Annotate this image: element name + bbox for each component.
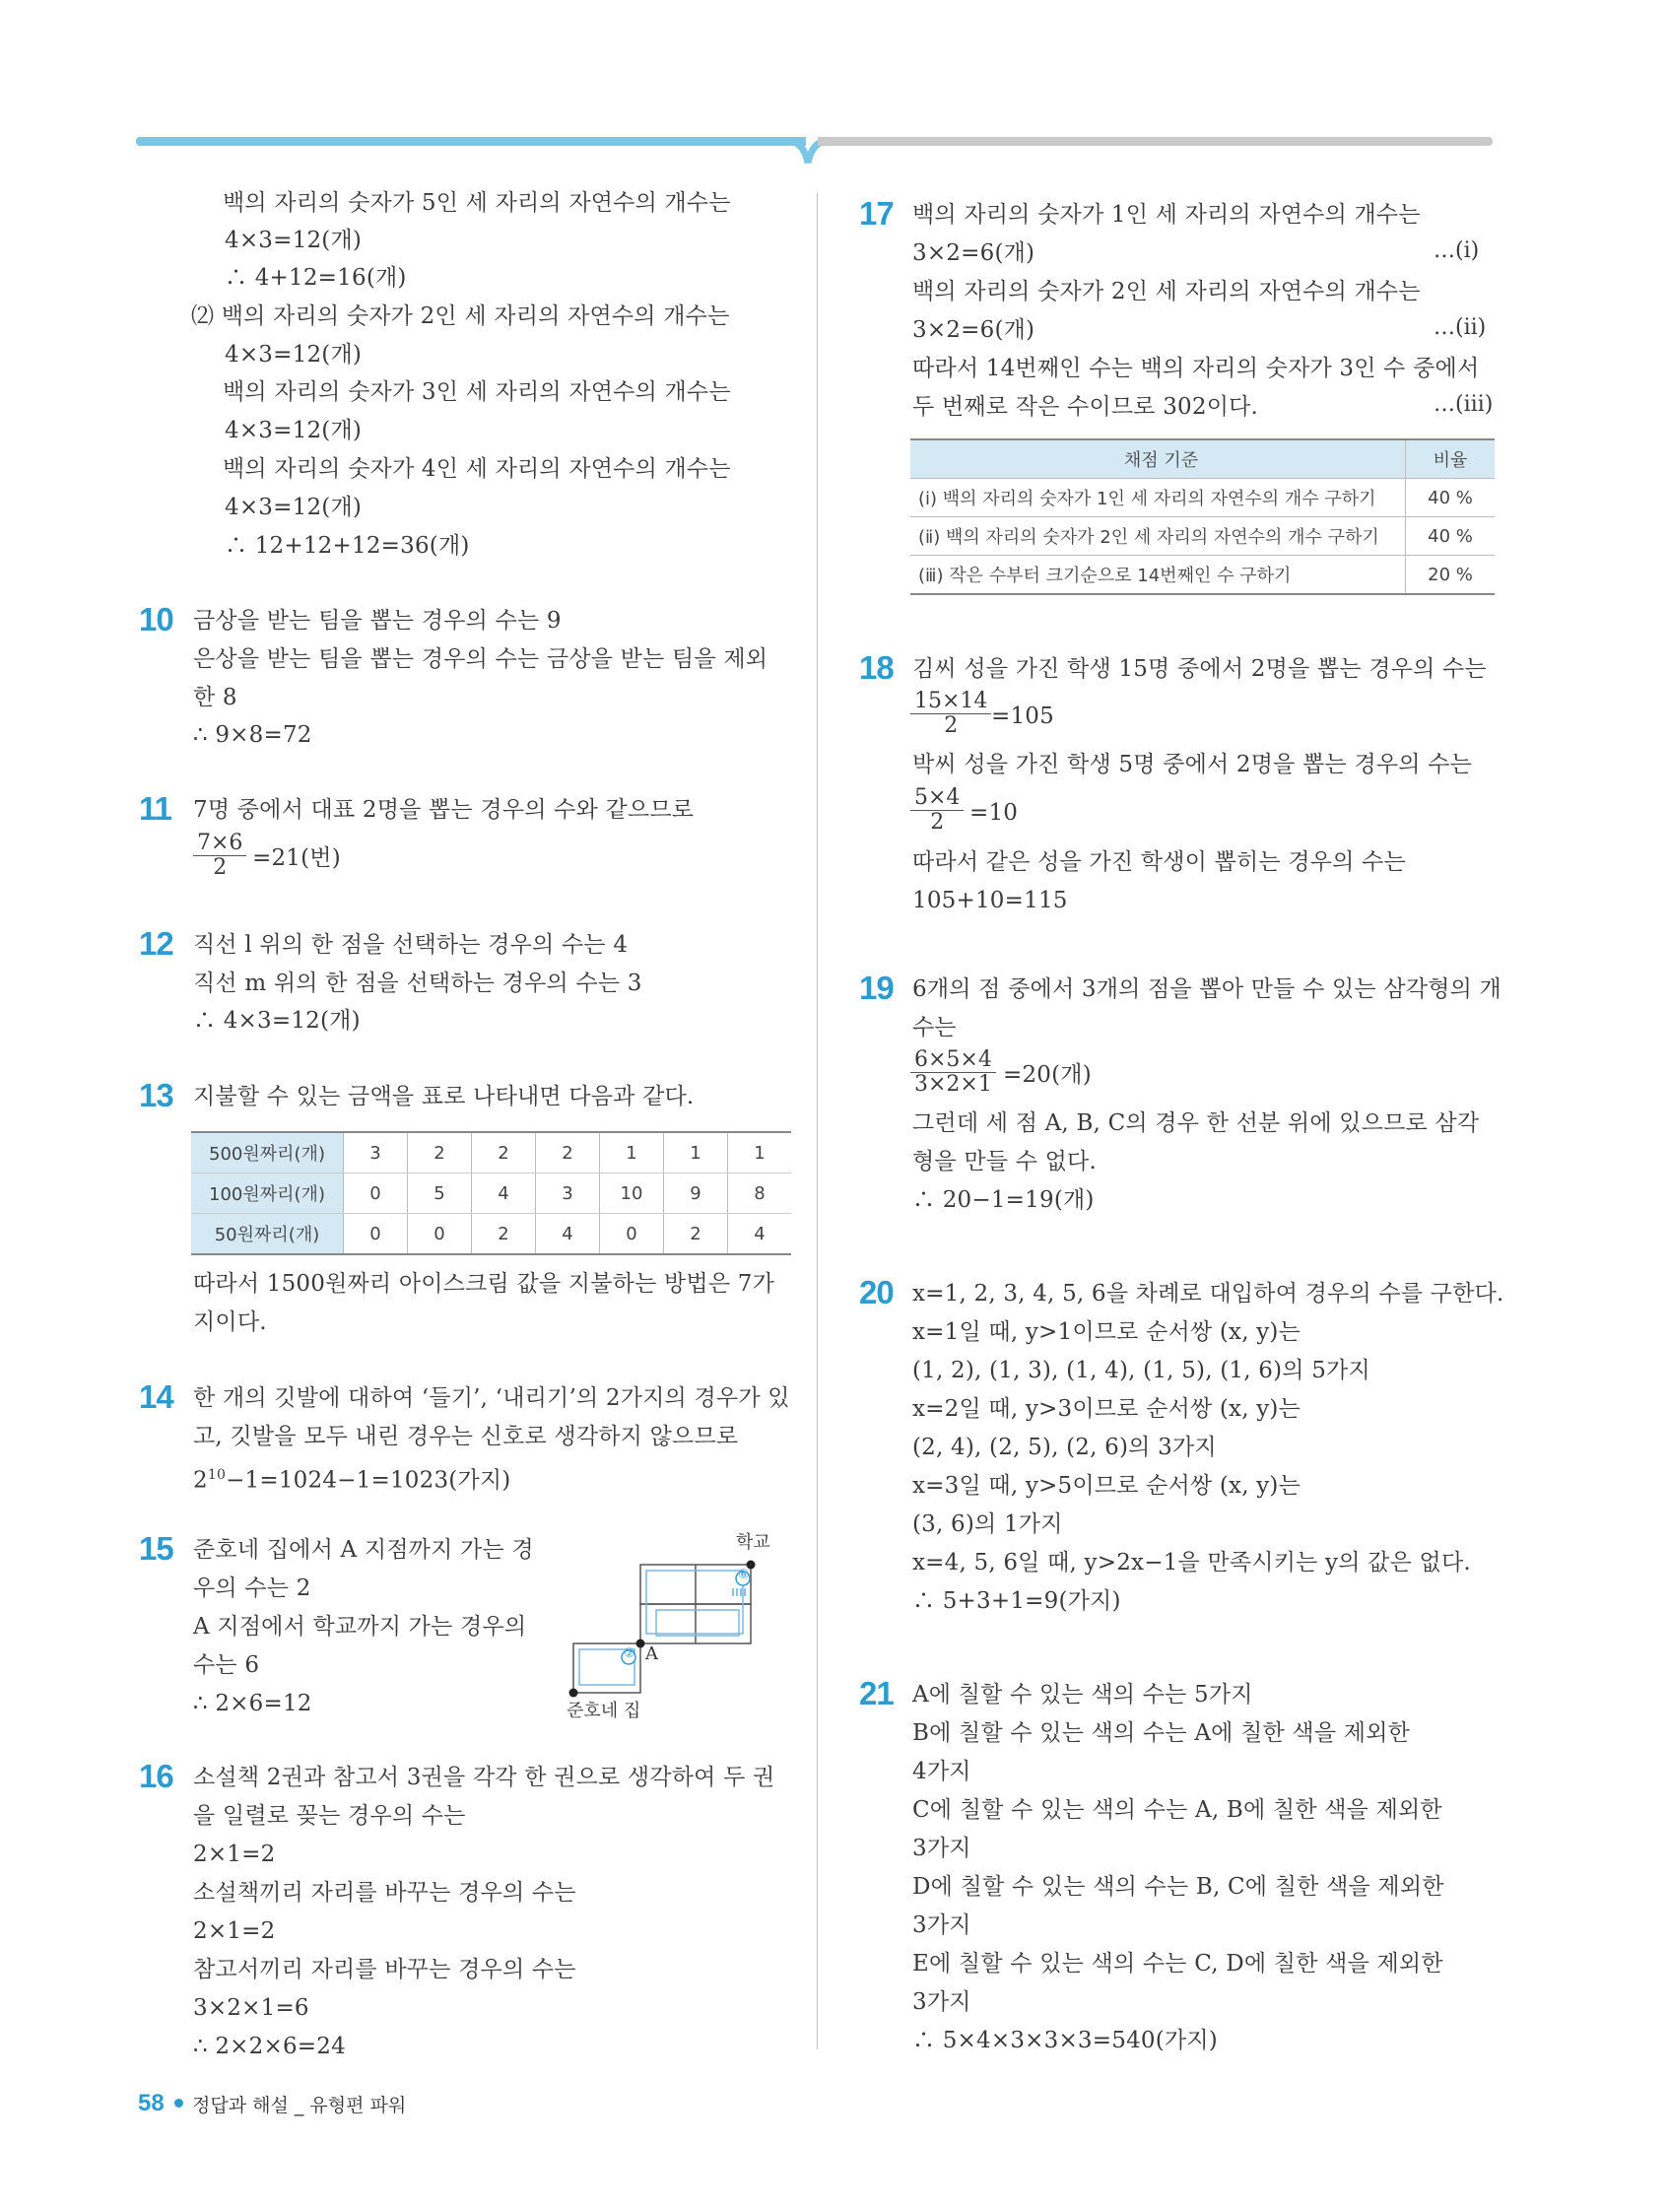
text-line: 소설책끼리 자리를 바꾸는 경우의 수는 [193, 1880, 576, 1906]
text-line: x=1일 때, y>1이므로 순서쌍 (x, y)는 [912, 1319, 1301, 1345]
text-line: x=4, 5, 6일 때, y>2x−1을 만족시키는 y의 값은 없다. [912, 1550, 1471, 1575]
text-line: 백의 자리의 숫자가 1인 세 자리의 자연수의 개수는 [912, 202, 1421, 228]
label-school: 학교 [736, 1532, 770, 1553]
text-line: 따라서 14번째인 수는 백의 자리의 숫자가 3인 수 중에서 [912, 356, 1480, 381]
text-line: A에 칠할 수 있는 색의 수는 5가지 [912, 1682, 1253, 1708]
table-cell: 4 [728, 1214, 792, 1255]
step-tag: …(ⅰ) [1434, 238, 1480, 263]
cont-line: 4×3=12(개) [225, 342, 363, 368]
table-cell: (ⅱ) 백의 자리의 숫자가 2인 세 자리의 자연수의 개수 구하기 [910, 517, 1406, 556]
fraction-denominator: 2 [944, 713, 959, 738]
text-line: =10 [969, 800, 1019, 826]
text-line: A 지점에서 학교까지 가는 경우의 [193, 1614, 527, 1640]
text-line: ∴ 5×4×3×3×3=540(가지) [912, 2028, 1218, 2053]
table-cell: 1 [728, 1132, 792, 1173]
fraction-denominator: 3×2×1 [914, 1072, 992, 1097]
table-cell: 1 [600, 1132, 664, 1173]
table-cell: 3 [344, 1132, 408, 1173]
text-line: x=1, 2, 3, 4, 5, 6을 차례로 대입하여 경우의 수를 구한다. [912, 1281, 1504, 1307]
text-line: 3가지 [912, 1989, 971, 2015]
bullet-icon [174, 2099, 183, 2108]
text-line: ∴ 4×3=12(개) [193, 1008, 361, 1034]
text-line: 박씨 성을 가진 학생 5명 중에서 2명을 뽑는 경우의 수는 [912, 752, 1473, 777]
text-line: 지불할 수 있는 금액을 표로 나타내면 다음과 같다. [193, 1084, 695, 1109]
text-line: 3×2=6(개) [912, 317, 1035, 343]
problem-number: 16 [139, 1758, 173, 1794]
text-line: 형을 만들 수 없다. [912, 1149, 1097, 1174]
text-line: 은상을 받는 팀을 뽑는 경우의 수는 금상을 받는 팀을 제외 [193, 646, 768, 672]
table-cell: (ⅰ) 백의 자리의 숫자가 1인 세 자리의 자연수의 개수 구하기 [910, 479, 1406, 517]
power-exponent: 10 [207, 1467, 227, 1483]
text-line: =20(개) [1003, 1062, 1092, 1088]
count-circle-2: ② [624, 1646, 635, 1661]
table-cell: 0 [408, 1214, 472, 1255]
fraction [193, 832, 246, 880]
route-diagram [562, 1527, 778, 1714]
text-line: 3가지 [912, 1912, 971, 1938]
table-cell: 40 % [1406, 517, 1496, 556]
problem-number: 20 [859, 1274, 894, 1310]
text-line: 직선 m 위의 한 점을 선택하는 경우의 수는 3 [193, 971, 642, 996]
text-line: ∴ 2×2×6=24 [193, 2034, 346, 2059]
text-line: 3×2=6(개) [912, 240, 1035, 266]
cont-line: ∴ 4+12=16(개) [225, 265, 407, 291]
table-cell: 1 [664, 1132, 728, 1173]
text-line: 2×1=2 [193, 1842, 276, 1867]
text-line: 따라서 1500원짜리 아이스크림 값을 지불하는 방법은 7가 [193, 1271, 775, 1297]
text-line: 따라서 같은 성을 가진 학생이 뽑히는 경우의 수는 [912, 849, 1406, 875]
text-line: ∴ 20−1=19(개) [912, 1187, 1095, 1213]
fraction [910, 690, 991, 738]
table-cell: 20 % [1406, 556, 1496, 595]
cont-line: ⑵ 백의 자리의 숫자가 2인 세 자리의 자연수의 개수는 [191, 303, 730, 329]
cont-line: ∴ 12+12+12=36(개) [225, 533, 470, 559]
power-tail: −1=1024−1=1023(가지) [226, 1467, 511, 1494]
label-a: A [645, 1643, 658, 1664]
text-line: 지이다. [193, 1309, 267, 1335]
text-line: 4가지 [912, 1759, 971, 1784]
count-circle-6: ⑥ [738, 1568, 750, 1582]
page-number: 58 [138, 2090, 165, 2116]
table-cell: 8 [728, 1173, 792, 1214]
table-cell: 5 [408, 1173, 472, 1214]
text-line: 3×2×1=6 [193, 1995, 309, 2021]
fraction [910, 1048, 996, 1097]
table-cell: 500원짜리(개) [191, 1132, 344, 1173]
text-line: ∴ 2×6=12 [193, 1691, 312, 1716]
fraction-denominator: 2 [213, 855, 228, 880]
table-cell: 100원짜리(개) [191, 1173, 344, 1214]
text-line: 준호네 집에서 A 지점까지 가는 경 [193, 1537, 534, 1563]
text-line: 백의 자리의 숫자가 2인 세 자리의 자연수의 개수는 [912, 279, 1421, 304]
cont-line: 백의 자리의 숫자가 5인 세 자리의 자연수의 개수는 [223, 190, 731, 216]
table-cell: 2 [408, 1132, 472, 1173]
text-line: (2, 4), (2, 5), (2, 6)의 3가지 [912, 1435, 1217, 1460]
table-cell: 2 [472, 1214, 536, 1255]
fraction-numerator: 6×5×4 [910, 1048, 996, 1073]
step-tag: …(ⅲ) [1434, 392, 1494, 417]
text-line: 한 8 [193, 685, 237, 710]
table-row [910, 556, 1495, 595]
table-cell: 4 [536, 1214, 600, 1255]
problem-number: 19 [859, 970, 894, 1006]
table-row [191, 1214, 791, 1255]
table-cell: 10 [600, 1173, 664, 1214]
text-line: 우의 수는 2 [193, 1575, 311, 1601]
fraction-numerator: 7×6 [193, 832, 246, 856]
text-line: 직선 l 위의 한 점을 선택하는 경우의 수는 4 [193, 932, 629, 958]
problem-number: 14 [139, 1378, 173, 1415]
table-header-row [910, 439, 1495, 479]
table-header: 채점 기준 [910, 439, 1406, 479]
table-cell: 0 [600, 1214, 664, 1255]
fraction-numerator: 5×4 [910, 786, 964, 811]
column-divider [817, 193, 818, 2049]
table-cell: 9 [664, 1173, 728, 1214]
text-line: 고, 깃발을 모두 내린 경우는 신호로 생각하지 않으므로 [193, 1424, 739, 1449]
coin-table [191, 1131, 791, 1255]
problem-number: 12 [139, 925, 173, 962]
scoring-table [910, 438, 1495, 595]
text-line: 금상을 받는 팀을 뽑는 경우의 수는 9 [193, 608, 562, 634]
table-cell: 50원짜리(개) [191, 1214, 344, 1255]
cont-line: 4×3=12(개) [225, 418, 363, 443]
header-bar-right [818, 137, 1493, 146]
fraction-numerator: 15×14 [910, 690, 991, 714]
text-line: E에 칠할 수 있는 색의 수는 C, D에 칠한 색을 제외한 [912, 1951, 1443, 1977]
table-cell: 0 [344, 1173, 408, 1214]
text-line: (3, 6)의 1가지 [912, 1511, 1063, 1537]
text-line: 2×1=2 [193, 1918, 276, 1944]
table-cell: 0 [344, 1214, 408, 1255]
cont-line: 4×3=12(개) [225, 495, 363, 520]
text-line: 김씨 성을 가진 학생 15명 중에서 2명을 뽑는 경우의 수는 [912, 656, 1487, 682]
power-base: 2 [193, 1467, 208, 1494]
table-row [191, 1132, 791, 1173]
cont-line: 백의 자리의 숫자가 3인 세 자리의 자연수의 개수는 [223, 379, 731, 405]
step-tag: …(ⅱ) [1434, 315, 1487, 340]
text-line: 3가지 [912, 1836, 971, 1861]
text-line: 참고서끼리 자리를 바꾸는 경우의 수는 [193, 1957, 576, 1982]
footer-title: 정답과 해설 _ 유형편 파워 [192, 2095, 407, 2116]
table-cell: 40 % [1406, 479, 1496, 517]
problem-number: 13 [139, 1077, 173, 1113]
text-line: 두 번째로 작은 수이므로 302이다. [912, 394, 1259, 420]
problem-number: 18 [859, 649, 894, 686]
table-cell: (ⅲ) 작은 수부터 크기순으로 14번째인 수 구하기 [910, 556, 1406, 595]
header-bar-left [136, 137, 806, 146]
table-header: 비율 [1406, 439, 1496, 479]
fraction [910, 786, 964, 835]
text-line: 수는 [912, 1015, 957, 1040]
table-cell: 2 [536, 1132, 600, 1173]
table-cell: 2 [664, 1214, 728, 1255]
power-expression [193, 1460, 510, 1496]
text-line: (1, 2), (1, 3), (1, 4), (1, 5), (1, 6)의 5가지 [912, 1358, 1370, 1383]
problem-number: 10 [139, 601, 173, 637]
text-line: x=2일 때, y>3이므로 순서쌍 (x, y)는 [912, 1396, 1301, 1422]
table-cell: 4 [472, 1173, 536, 1214]
text-line: 6개의 점 중에서 3개의 점을 뽑아 만들 수 있는 삼각형의 개 [912, 976, 1501, 1002]
table-cell: 3 [536, 1173, 600, 1214]
text-line: D에 칠할 수 있는 색의 수는 B, C에 칠한 색을 제외한 [912, 1874, 1444, 1900]
text-line: 105+10=115 [912, 888, 1068, 913]
table-row [910, 479, 1495, 517]
text-line: ∴ 9×8=72 [193, 722, 312, 748]
text-line: 수는 6 [193, 1652, 260, 1678]
problem-number: 11 [139, 790, 171, 827]
text-line: 한 개의 깃발에 대하여 ‘들기’, ‘내리기’의 2가지의 경우가 있 [193, 1385, 790, 1411]
label-home: 준호네 집 [567, 1701, 641, 1721]
text-line: x=3일 때, y>5이므로 순서쌍 (x, y)는 [912, 1473, 1301, 1499]
text-line: 7명 중에서 대표 2명을 뽑는 경우의 수와 같으므로 [193, 797, 695, 823]
text-line: 을 일렬로 꽂는 경우의 수는 [193, 1803, 466, 1829]
text-line: B에 칠할 수 있는 색의 수는 A에 칠한 색을 제외한 [912, 1720, 1411, 1746]
problem-number: 17 [859, 195, 894, 232]
table-row [191, 1173, 791, 1214]
problem-number: 15 [139, 1530, 173, 1567]
text-line: C에 칠할 수 있는 색의 수는 A, B에 칠한 색을 제외한 [912, 1797, 1442, 1823]
table-cell: 2 [472, 1132, 536, 1173]
cont-line: 4×3=12(개) [225, 228, 363, 253]
text-line: =21(번) [252, 845, 341, 871]
problem-number: 21 [859, 1675, 894, 1711]
text-line: 소설책 2권과 참고서 3권을 각각 한 권으로 생각하여 두 권 [193, 1765, 775, 1790]
text-line: =105 [991, 704, 1054, 729]
table-row [910, 517, 1495, 556]
text-line: 그런데 세 점 A, B, C의 경우 한 선분 위에 있으므로 삼각 [912, 1110, 1480, 1136]
text-line: ∴ 5+3+1=9(가지) [912, 1588, 1121, 1614]
fraction-denominator: 2 [930, 810, 945, 835]
cont-line: 백의 자리의 숫자가 4인 세 자리의 자연수의 개수는 [223, 456, 731, 482]
